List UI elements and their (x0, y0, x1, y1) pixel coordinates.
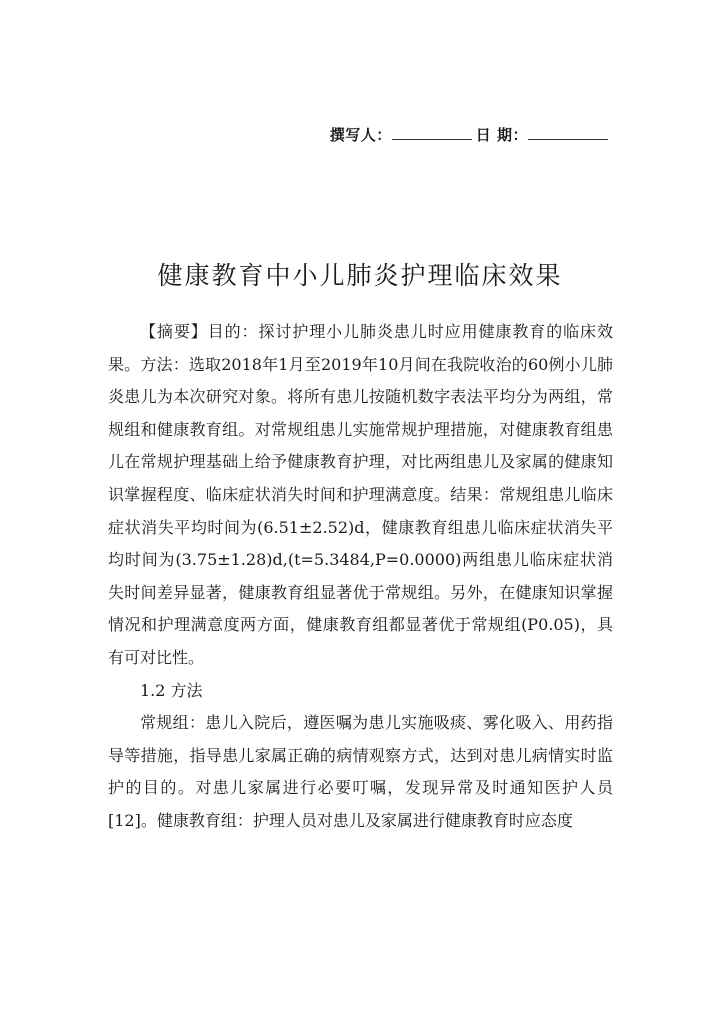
method-paragraph: 常规组：患儿入院后，遵医嘱为患儿实施吸痰、雾化吸入、用药指导等措施，指导患儿家属正确的病情观察方式，达到对患儿病情实时监护的目的。对患儿家属进行必要叮嘱，发现异常及时通知医护人员[12]。健康教育组：护理人员对患儿及家属进行健康教育时应态度 (108, 713, 613, 830)
abstract-paragraph: 【摘要】目的：探讨护理小儿肺炎患儿时应用健康教育的临床效果。方法：选取2018年1月至2019年10月间在我院收治的60例小儿肺炎患儿为本次研究对象。将所有患儿按随机数字表法平均分为两组，常规组和健康教育组。对常规组患儿实施常规护理措施，对健康教育组患儿在常规护理基础上给予健康教育护理，对比两组患儿及家属的健康知识掌握程度、临床症状消失时间和护理满意度。结果：常规组患儿临床症状消失平均时间为(6.51±2.52)d，健康教育组患儿临床症状消失平均时间为(3.75±1.28)d,(t=5.3484,P=0.0000)两组患儿临床症状消失时间差异显著，健康教育组显著优于常规组。另外，在健康知识掌握情况和护理满意度两方面，健康教育组都显著优于常规组(P0.05)，具有可对比性。 (108, 322, 613, 667)
document-body (108, 316, 613, 838)
document-title: 健康教育中小儿肺炎护理临床效果 (157, 261, 563, 290)
author-date-line (330, 124, 612, 145)
date-blank (528, 127, 608, 140)
author-label: 撰写人： (329, 126, 392, 144)
author-blank (392, 127, 472, 140)
date-label: 日 期： (475, 126, 528, 144)
section-heading: 1.2 方法 (140, 680, 203, 700)
